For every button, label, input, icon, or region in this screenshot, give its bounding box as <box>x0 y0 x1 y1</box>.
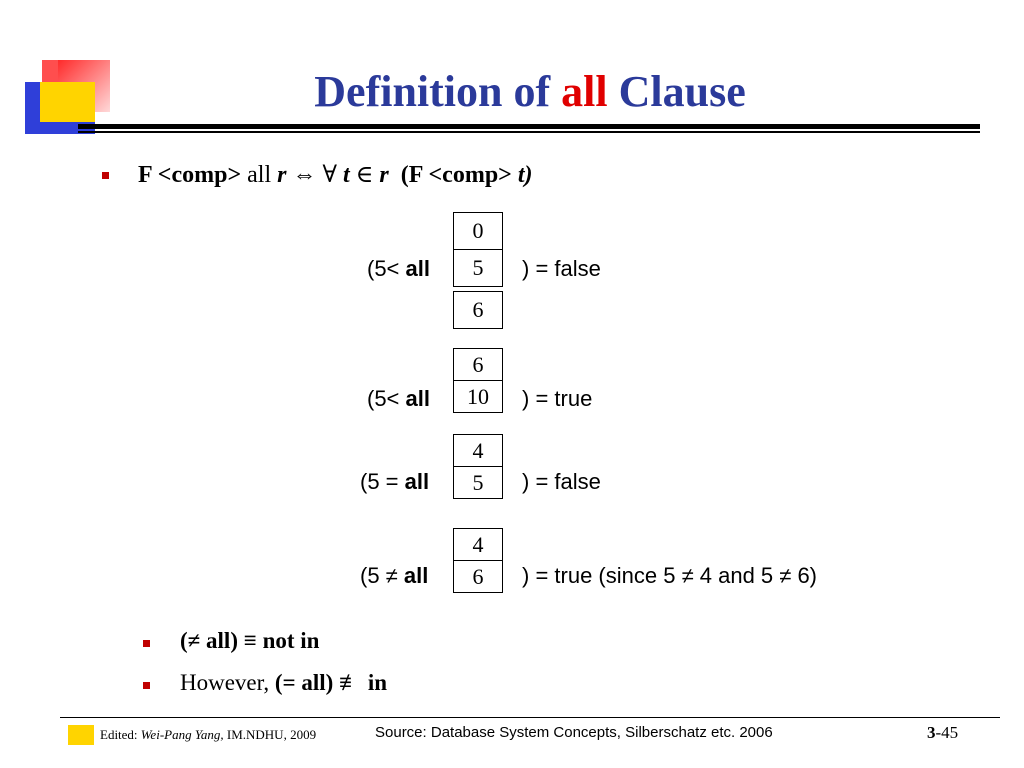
bullet-however-rest: (= all) ≢ in <box>274 670 388 695</box>
title-prefix: Definition of <box>314 67 562 116</box>
bullet-not-in: (≠ all) ≡ not in <box>180 628 320 653</box>
example-3-prefix <box>360 469 429 495</box>
example-3-cell: 5 <box>453 466 503 499</box>
example-2-result: ) = true <box>522 386 593 411</box>
def-rhs-t: t) <box>517 162 533 188</box>
footer-edited <box>100 727 316 743</box>
def-r: r <box>277 162 287 188</box>
example-3-cell: 4 <box>453 434 503 467</box>
footer-edited-label: Edited: <box>100 727 141 742</box>
def-t: t <box>342 162 350 188</box>
chapter-number: 3 <box>927 723 936 742</box>
example-1-cell: 0 <box>453 212 503 250</box>
def-in-symbol: ∈ <box>355 162 374 188</box>
example-4-prefix <box>360 563 428 589</box>
example-2-keyword: all <box>405 386 430 411</box>
example-2-cell: 6 <box>453 348 503 381</box>
title-rule-thick <box>78 124 980 129</box>
definition-line <box>138 160 533 189</box>
bullet-marker <box>102 172 109 179</box>
page-suffix: -45 <box>935 723 959 742</box>
def-rhs-open: (F <comp> <box>400 162 512 188</box>
example-2-cell: 10 <box>453 380 503 413</box>
example-2-pre: (5< <box>367 386 406 411</box>
example-4-keyword: all <box>403 563 429 588</box>
bullet-marker <box>143 682 150 689</box>
example-1-keyword: all <box>405 256 430 281</box>
example-3-result: ) = false <box>522 469 601 494</box>
example-1-result: ) = false <box>522 256 601 281</box>
def-lhs: F <comp> <box>138 162 242 188</box>
title-keyword: all <box>561 67 608 116</box>
example-4-pre: (5 ≠ <box>360 563 404 588</box>
footer-author: Wei-Pang Yang, <box>140 727 224 742</box>
logo-yellow-square <box>40 82 95 122</box>
def-iff-symbol: ⇔ <box>292 162 317 188</box>
example-1-cell: 5 <box>453 249 503 287</box>
title-suffix: Clause <box>607 67 746 116</box>
footer-yellow-square <box>68 725 94 745</box>
def-all: all <box>247 162 272 188</box>
example-1-prefix <box>367 256 430 282</box>
example-1-cell: 6 <box>453 291 503 329</box>
bullet-however-lead: However, <box>180 670 275 695</box>
example-4-result: ) = true (since 5 ≠ 4 and 5 ≠ 6) <box>522 563 818 588</box>
footer-source: Source: Database System Concepts, Silberschatz etc. 2006 <box>375 724 773 741</box>
def-forall-symbol: ∀ <box>322 162 337 188</box>
example-1-pre: (5< <box>367 256 406 281</box>
bullet-marker <box>143 640 150 647</box>
footer-affiliation: IM.NDHU, 2009 <box>223 727 317 742</box>
example-4-cell: 4 <box>453 528 503 561</box>
example-2-prefix <box>367 386 430 412</box>
example-4-cell: 6 <box>453 560 503 593</box>
page-number <box>927 723 958 743</box>
footer-rule <box>60 717 1000 718</box>
example-3-pre: (5 = <box>360 469 405 494</box>
title-rule-thin <box>78 131 980 133</box>
example-3-keyword: all <box>404 469 430 494</box>
slide-title <box>230 66 830 117</box>
def-r2: r <box>379 162 389 188</box>
bullet-however <box>180 670 387 696</box>
